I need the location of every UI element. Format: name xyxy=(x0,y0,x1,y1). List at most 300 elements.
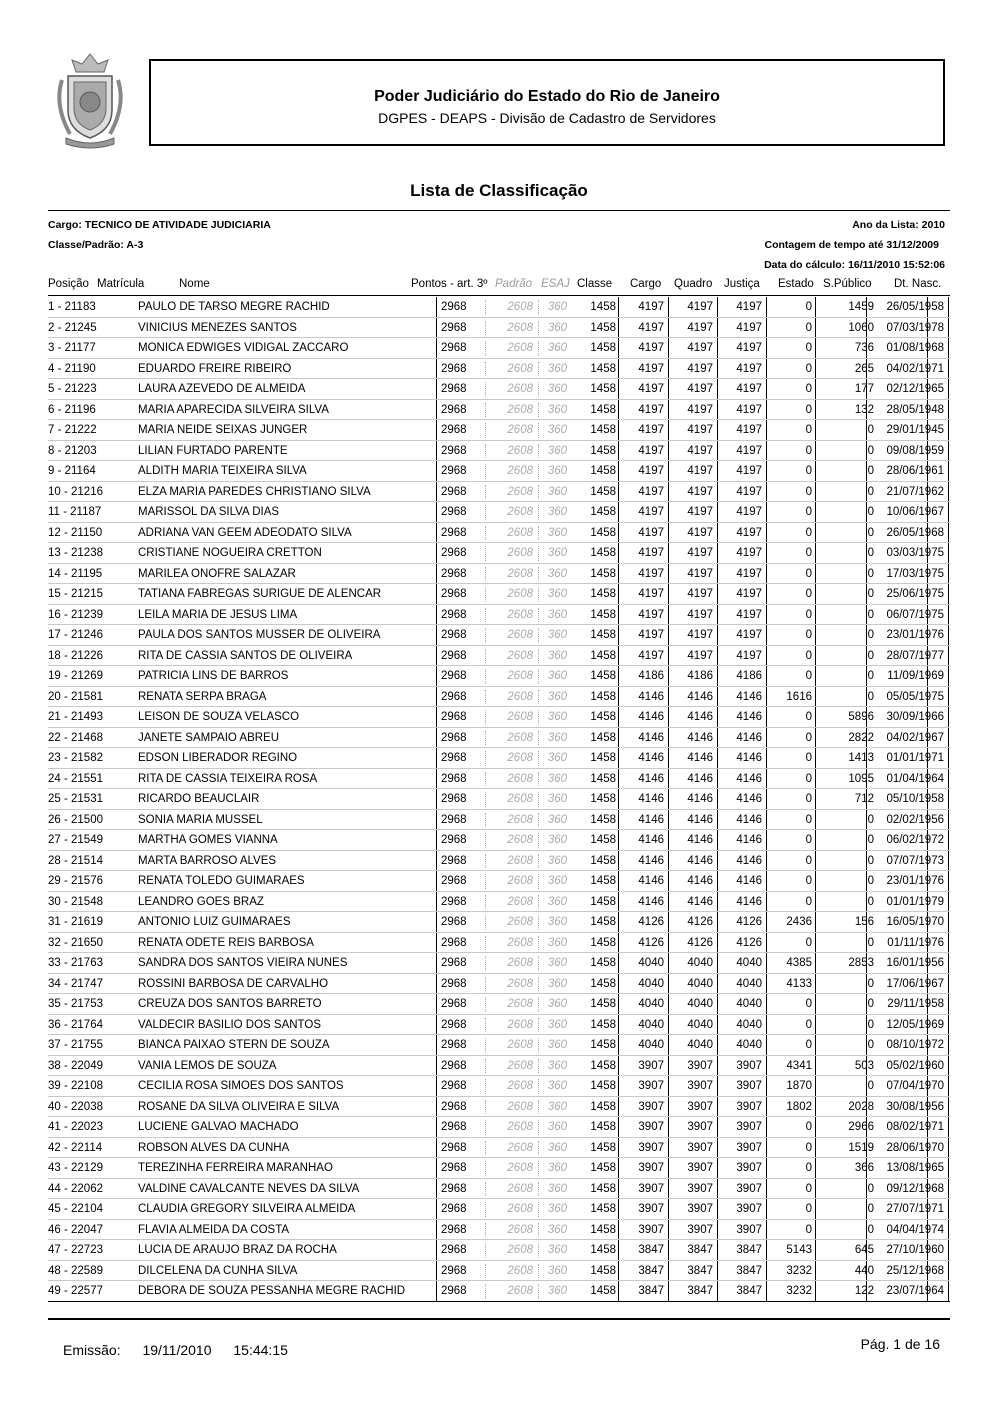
column-divider xyxy=(436,830,437,851)
column-divider xyxy=(717,502,718,523)
column-divider xyxy=(948,379,949,400)
column-divider xyxy=(815,1199,816,1220)
column-divider xyxy=(436,1240,437,1261)
cell-classe: 1458 xyxy=(590,321,616,334)
cell-spublico: 0 xyxy=(867,424,874,436)
column-divider xyxy=(618,564,619,585)
column-divider xyxy=(766,1179,767,1200)
column-divider xyxy=(815,830,816,851)
column-divider xyxy=(618,1015,619,1036)
column-divider xyxy=(717,994,718,1015)
column-divider xyxy=(766,297,767,318)
cell-classe: 1458 xyxy=(590,1264,616,1277)
col-nome: Nome xyxy=(179,278,210,290)
column-divider xyxy=(668,420,669,441)
table-row xyxy=(48,1179,950,1200)
cell-esaj: 360 xyxy=(547,731,567,744)
cell-quadro: 4040 xyxy=(687,957,713,969)
column-divider xyxy=(948,1158,949,1179)
cell-justica: 4197 xyxy=(736,588,762,600)
column-divider-dotted xyxy=(538,731,539,746)
column-divider xyxy=(717,1076,718,1097)
column-divider-dotted xyxy=(538,444,539,459)
cell-pontos: 2968 xyxy=(441,465,467,477)
cell-estado: 0 xyxy=(805,875,812,887)
cell-estado: 0 xyxy=(805,752,812,764)
cell-classe: 1458 xyxy=(590,1203,616,1215)
column-divider-dotted xyxy=(485,1202,486,1217)
column-divider xyxy=(815,666,816,687)
cell-dtnasc: 26/05/1958 xyxy=(886,301,944,313)
col-spublico: S.Público xyxy=(823,278,872,290)
column-divider xyxy=(618,994,619,1015)
column-divider xyxy=(815,420,816,441)
column-divider-dotted xyxy=(538,1038,539,1053)
column-divider xyxy=(618,728,619,749)
header-divider xyxy=(48,295,950,296)
column-divider-dotted xyxy=(538,915,539,930)
column-divider xyxy=(815,502,816,523)
cell-padrao: 2608 xyxy=(507,1141,533,1154)
cell-dtnasc: 08/10/1972 xyxy=(886,1039,944,1051)
column-divider xyxy=(668,523,669,544)
cell-spublico: 0 xyxy=(867,834,874,846)
cell-pontos: 2968 xyxy=(441,362,467,375)
column-divider xyxy=(717,359,718,380)
cell-estado: 4133 xyxy=(786,977,812,990)
column-divider xyxy=(436,400,437,421)
cell-quadro: 4146 xyxy=(687,813,713,826)
cargo-label: Cargo: TECNICO DE ATIVIDADE JUDICIARIA xyxy=(48,219,271,231)
cell-classe: 1458 xyxy=(590,444,616,457)
column-divider xyxy=(766,769,767,790)
cell-cargo: 4146 xyxy=(638,813,664,826)
cell-padrao: 2608 xyxy=(507,321,533,334)
column-divider xyxy=(717,1240,718,1261)
column-divider xyxy=(766,666,767,687)
column-divider-dotted xyxy=(538,690,539,705)
cell-pontos: 2968 xyxy=(441,834,467,846)
cell-dtnasc: 04/02/1971 xyxy=(886,362,944,375)
cell-posicao: 37 - 21755 xyxy=(48,1039,103,1051)
column-divider-dotted xyxy=(485,997,486,1012)
cell-esaj: 360 xyxy=(547,957,567,969)
column-divider xyxy=(815,1158,816,1179)
cell-esaj: 360 xyxy=(547,1039,567,1051)
cell-pontos: 2968 xyxy=(441,1121,467,1133)
column-divider xyxy=(436,953,437,974)
cell-padrao: 2608 xyxy=(507,383,533,395)
cell-justica: 3907 xyxy=(736,1059,762,1072)
cell-dtnasc: 29/11/1958 xyxy=(887,998,944,1010)
column-divider xyxy=(668,318,669,339)
column-divider xyxy=(717,1261,718,1282)
column-divider xyxy=(618,1199,619,1220)
cell-nome: ANTONIO LUIZ GUIMARAES xyxy=(138,916,291,928)
cell-padrao: 2608 xyxy=(507,854,533,867)
cell-cargo: 4146 xyxy=(638,752,664,764)
cell-padrao: 2608 xyxy=(507,772,533,785)
cell-justica: 3907 xyxy=(736,1203,762,1215)
cell-pontos: 2968 xyxy=(441,772,467,785)
column-divider xyxy=(436,338,437,359)
column-divider xyxy=(436,1179,437,1200)
column-divider xyxy=(766,400,767,421)
cell-quadro: 4146 xyxy=(687,793,713,805)
column-divider-dotted xyxy=(485,403,486,418)
cell-nome: ROBSON ALVES DA CUNHA xyxy=(138,1141,290,1154)
column-divider xyxy=(948,1261,949,1282)
column-divider xyxy=(436,482,437,503)
column-divider xyxy=(436,543,437,564)
column-divider xyxy=(815,1281,816,1302)
cell-pontos: 2968 xyxy=(441,1018,467,1031)
column-divider-dotted xyxy=(538,1182,539,1197)
cell-estado: 0 xyxy=(805,1182,812,1195)
cell-cargo: 4040 xyxy=(638,998,664,1010)
cell-posicao: 27 - 21549 xyxy=(48,834,103,846)
cell-spublico: 366 xyxy=(854,1162,874,1174)
cell-classe: 1458 xyxy=(590,977,616,990)
cell-padrao: 2608 xyxy=(507,711,533,723)
cell-cargo: 4197 xyxy=(638,526,664,539)
cell-dtnasc: 01/11/1976 xyxy=(887,936,944,949)
column-divider-dotted xyxy=(485,1264,486,1279)
cell-esaj: 360 xyxy=(547,752,567,764)
cell-estado: 0 xyxy=(805,526,812,539)
cell-pontos: 2968 xyxy=(441,1080,467,1092)
cell-justica: 4197 xyxy=(736,321,762,334)
column-divider xyxy=(668,482,669,503)
cell-nome: MONICA EDWIGES VIDIGAL ZACCARO xyxy=(138,342,349,354)
table-row xyxy=(48,625,950,646)
cell-quadro: 3907 xyxy=(687,1182,713,1195)
cell-pontos: 2968 xyxy=(441,547,467,559)
cell-cargo: 3907 xyxy=(638,1121,664,1133)
cell-nome: LEILA MARIA DE JESUS LIMA xyxy=(138,608,298,621)
cell-classe: 1458 xyxy=(590,383,616,395)
cell-quadro: 4197 xyxy=(687,362,713,375)
classe-label: Classe/Padrão: A-3 xyxy=(48,239,144,251)
column-divider-dotted xyxy=(485,1141,486,1156)
column-divider xyxy=(436,666,437,687)
cell-estado: 0 xyxy=(805,444,812,457)
column-divider xyxy=(668,1076,669,1097)
cell-posicao: 49 - 22577 xyxy=(48,1285,103,1297)
column-divider xyxy=(815,933,816,954)
cell-classe: 1458 xyxy=(590,465,616,477)
cell-classe: 1458 xyxy=(590,711,616,723)
column-divider-dotted xyxy=(485,710,486,725)
cell-classe: 1458 xyxy=(590,547,616,559)
column-divider xyxy=(948,933,949,954)
cell-quadro: 4197 xyxy=(687,321,713,334)
column-divider-dotted xyxy=(538,977,539,992)
cell-dtnasc: 08/02/1971 xyxy=(886,1121,944,1133)
column-divider xyxy=(717,666,718,687)
cell-pontos: 2968 xyxy=(441,629,467,641)
column-divider xyxy=(668,1117,669,1138)
cell-pontos: 2968 xyxy=(441,1203,467,1215)
column-divider-dotted xyxy=(485,628,486,643)
column-divider xyxy=(618,953,619,974)
column-divider xyxy=(766,1261,767,1282)
cell-pontos: 2968 xyxy=(441,485,467,498)
column-divider xyxy=(766,359,767,380)
column-divider xyxy=(668,461,669,482)
cell-justica: 4146 xyxy=(736,752,762,764)
cell-pontos: 2968 xyxy=(441,1223,467,1236)
cell-classe: 1458 xyxy=(590,608,616,621)
column-divider xyxy=(766,789,767,810)
cell-dtnasc: 27/07/1971 xyxy=(886,1203,944,1215)
column-divider xyxy=(668,748,669,769)
cell-cargo: 3907 xyxy=(638,1162,664,1174)
cell-padrao: 2608 xyxy=(507,649,533,662)
column-divider-dotted xyxy=(485,1018,486,1033)
cell-padrao: 2608 xyxy=(507,977,533,990)
column-divider xyxy=(668,1158,669,1179)
column-divider xyxy=(766,933,767,954)
cell-dtnasc: 16/01/1956 xyxy=(886,957,944,969)
table-row xyxy=(48,379,950,400)
cell-pontos: 2968 xyxy=(441,1100,467,1113)
column-divider-dotted xyxy=(485,300,486,315)
cell-classe: 1458 xyxy=(590,1244,616,1256)
cell-posicao: 39 - 22108 xyxy=(48,1080,103,1092)
column-divider xyxy=(766,523,767,544)
column-divider xyxy=(618,748,619,769)
column-divider xyxy=(618,1261,619,1282)
column-divider xyxy=(948,1117,949,1138)
column-divider xyxy=(436,707,437,728)
column-divider xyxy=(766,1015,767,1036)
column-divider xyxy=(618,502,619,523)
column-divider-dotted xyxy=(538,854,539,869)
cell-quadro: 4186 xyxy=(687,670,713,682)
column-divider xyxy=(436,1158,437,1179)
cell-pontos: 2968 xyxy=(441,752,467,764)
column-divider xyxy=(766,974,767,995)
cell-estado: 0 xyxy=(805,506,812,518)
cell-nome: MARIA NEIDE SEIXAS JUNGER xyxy=(138,424,308,436)
cell-pontos: 2968 xyxy=(441,690,467,703)
cell-quadro: 4197 xyxy=(687,301,713,313)
cell-esaj: 360 xyxy=(547,1018,567,1031)
cell-cargo: 4146 xyxy=(638,834,664,846)
column-divider xyxy=(618,1220,619,1241)
table-row xyxy=(48,953,950,974)
cell-esaj: 360 xyxy=(547,1182,567,1195)
cell-padrao: 2608 xyxy=(507,362,533,375)
column-divider-dotted xyxy=(485,854,486,869)
column-divider xyxy=(948,974,949,995)
cell-dtnasc: 16/05/1970 xyxy=(886,916,944,928)
column-divider xyxy=(766,1240,767,1261)
cell-cargo: 4146 xyxy=(638,895,664,908)
column-divider xyxy=(436,933,437,954)
cell-classe: 1458 xyxy=(590,1223,616,1236)
cell-padrao: 2608 xyxy=(507,690,533,703)
column-divider-dotted xyxy=(538,526,539,541)
column-divider xyxy=(717,318,718,339)
cell-justica: 4197 xyxy=(736,567,762,580)
cell-esaj: 360 xyxy=(547,977,567,990)
cell-spublico: 156 xyxy=(854,916,874,928)
cell-classe: 1458 xyxy=(590,629,616,641)
cell-quadro: 3847 xyxy=(687,1244,713,1256)
column-divider xyxy=(948,1097,949,1118)
column-divider xyxy=(668,707,669,728)
cell-esaj: 360 xyxy=(547,1141,567,1154)
column-divider xyxy=(436,728,437,749)
column-divider-dotted xyxy=(485,382,486,397)
cell-estado: 0 xyxy=(805,649,812,662)
cell-classe: 1458 xyxy=(590,506,616,518)
column-divider-dotted xyxy=(538,1223,539,1238)
cell-dtnasc: 07/07/1973 xyxy=(886,854,944,867)
column-divider xyxy=(668,933,669,954)
cell-posicao: 25 - 21531 xyxy=(48,793,103,805)
column-divider xyxy=(618,523,619,544)
cell-nome: LILIAN FURTADO PARENTE xyxy=(138,444,288,457)
cell-padrao: 2608 xyxy=(507,608,533,621)
cell-nome: BIANCA PAIXAO STERN DE SOUZA xyxy=(138,1039,330,1051)
cell-spublico: 5896 xyxy=(848,711,874,723)
cell-nome: JANETE SAMPAIO ABREU xyxy=(138,731,280,744)
table-row xyxy=(48,707,950,728)
cell-esaj: 360 xyxy=(547,998,567,1010)
cell-esaj: 360 xyxy=(547,1203,567,1215)
cell-pontos: 2968 xyxy=(441,916,467,928)
table-row xyxy=(48,584,950,605)
cell-classe: 1458 xyxy=(590,670,616,682)
cell-dtnasc: 10/06/1967 xyxy=(886,506,944,518)
column-divider xyxy=(948,1199,949,1220)
column-divider xyxy=(815,687,816,708)
cell-padrao: 2608 xyxy=(507,1100,533,1113)
cell-posicao: 20 - 21581 xyxy=(48,690,103,703)
column-divider xyxy=(815,297,816,318)
cell-nome: MARTA BARROSO ALVES xyxy=(138,854,277,867)
cell-cargo: 4197 xyxy=(638,383,664,395)
column-divider-dotted xyxy=(485,813,486,828)
cell-estado: 1802 xyxy=(786,1100,812,1113)
column-divider xyxy=(766,851,767,872)
column-divider xyxy=(948,1076,949,1097)
column-divider xyxy=(668,605,669,626)
column-divider xyxy=(717,1179,718,1200)
cell-spublico: 712 xyxy=(854,793,874,805)
column-divider xyxy=(436,1035,437,1056)
cell-quadro: 4197 xyxy=(687,342,713,354)
column-divider xyxy=(815,789,816,810)
column-divider xyxy=(766,646,767,667)
column-divider xyxy=(766,871,767,892)
column-divider xyxy=(948,543,949,564)
cell-pontos: 2968 xyxy=(441,567,467,580)
column-divider xyxy=(436,1138,437,1159)
column-divider xyxy=(766,379,767,400)
cell-dtnasc: 01/01/1971 xyxy=(886,752,944,764)
cell-estado: 0 xyxy=(805,629,812,641)
column-divider-dotted xyxy=(538,1264,539,1279)
cell-quadro: 4197 xyxy=(687,649,713,662)
column-divider xyxy=(668,441,669,462)
cell-nome: DEBORA DE SOUZA PESSANHA MEGRE RACHID xyxy=(138,1285,406,1297)
cell-estado: 0 xyxy=(805,485,812,498)
cell-spublico: 0 xyxy=(867,690,874,703)
list-title: Lista de Classificação xyxy=(410,181,588,200)
column-divider xyxy=(717,851,718,872)
cell-padrao: 2608 xyxy=(507,526,533,539)
cell-posicao: 15 - 21215 xyxy=(48,588,103,600)
column-divider xyxy=(618,1158,619,1179)
col-quadro: Quadro xyxy=(674,278,713,290)
cell-dtnasc: 01/04/1964 xyxy=(886,772,944,785)
cell-padrao: 2608 xyxy=(507,1039,533,1051)
cell-cargo: 3907 xyxy=(638,1141,664,1154)
cell-pontos: 2968 xyxy=(441,895,467,908)
column-divider xyxy=(815,564,816,585)
column-divider xyxy=(618,912,619,933)
column-divider xyxy=(717,810,718,831)
column-divider xyxy=(717,543,718,564)
column-divider xyxy=(436,441,437,462)
column-divider xyxy=(717,707,718,728)
cell-cargo: 4040 xyxy=(638,977,664,990)
column-divider xyxy=(948,1179,949,1200)
cell-justica: 4197 xyxy=(736,526,762,539)
cell-padrao: 2608 xyxy=(507,424,533,436)
cell-esaj: 360 xyxy=(547,1059,567,1072)
column-divider xyxy=(948,297,949,318)
cell-spublico: 0 xyxy=(867,1018,874,1031)
column-divider xyxy=(618,1056,619,1077)
column-divider xyxy=(668,871,669,892)
cell-posicao: 33 - 21763 xyxy=(48,957,103,969)
cell-dtnasc: 26/05/1968 xyxy=(886,526,944,539)
cell-posicao: 36 - 21764 xyxy=(48,1018,103,1031)
column-divider xyxy=(436,1015,437,1036)
column-divider xyxy=(717,1220,718,1241)
table-row xyxy=(48,666,950,687)
cell-padrao: 2608 xyxy=(507,731,533,744)
cell-classe: 1458 xyxy=(590,895,616,908)
column-divider-dotted xyxy=(538,628,539,643)
cell-dtnasc: 28/06/1961 xyxy=(886,465,944,477)
cell-estado: 0 xyxy=(805,301,812,313)
cell-spublico: 0 xyxy=(867,506,874,518)
cell-esaj: 360 xyxy=(547,895,567,908)
cell-classe: 1458 xyxy=(590,301,616,313)
column-divider xyxy=(717,461,718,482)
column-divider xyxy=(717,482,718,503)
cell-spublico: 0 xyxy=(867,526,874,539)
cell-padrao: 2608 xyxy=(507,444,533,457)
column-divider xyxy=(948,1220,949,1241)
cell-esaj: 360 xyxy=(547,649,567,662)
cell-pontos: 2968 xyxy=(441,875,467,887)
cell-esaj: 360 xyxy=(547,485,567,498)
column-divider xyxy=(717,974,718,995)
cell-nome: VALDECIR BASILIO DOS SANTOS xyxy=(138,1018,321,1031)
cell-cargo: 4197 xyxy=(638,629,664,641)
cell-cargo: 4197 xyxy=(638,342,664,354)
column-divider xyxy=(766,1056,767,1077)
table-row xyxy=(48,1158,950,1179)
column-divider xyxy=(436,318,437,339)
